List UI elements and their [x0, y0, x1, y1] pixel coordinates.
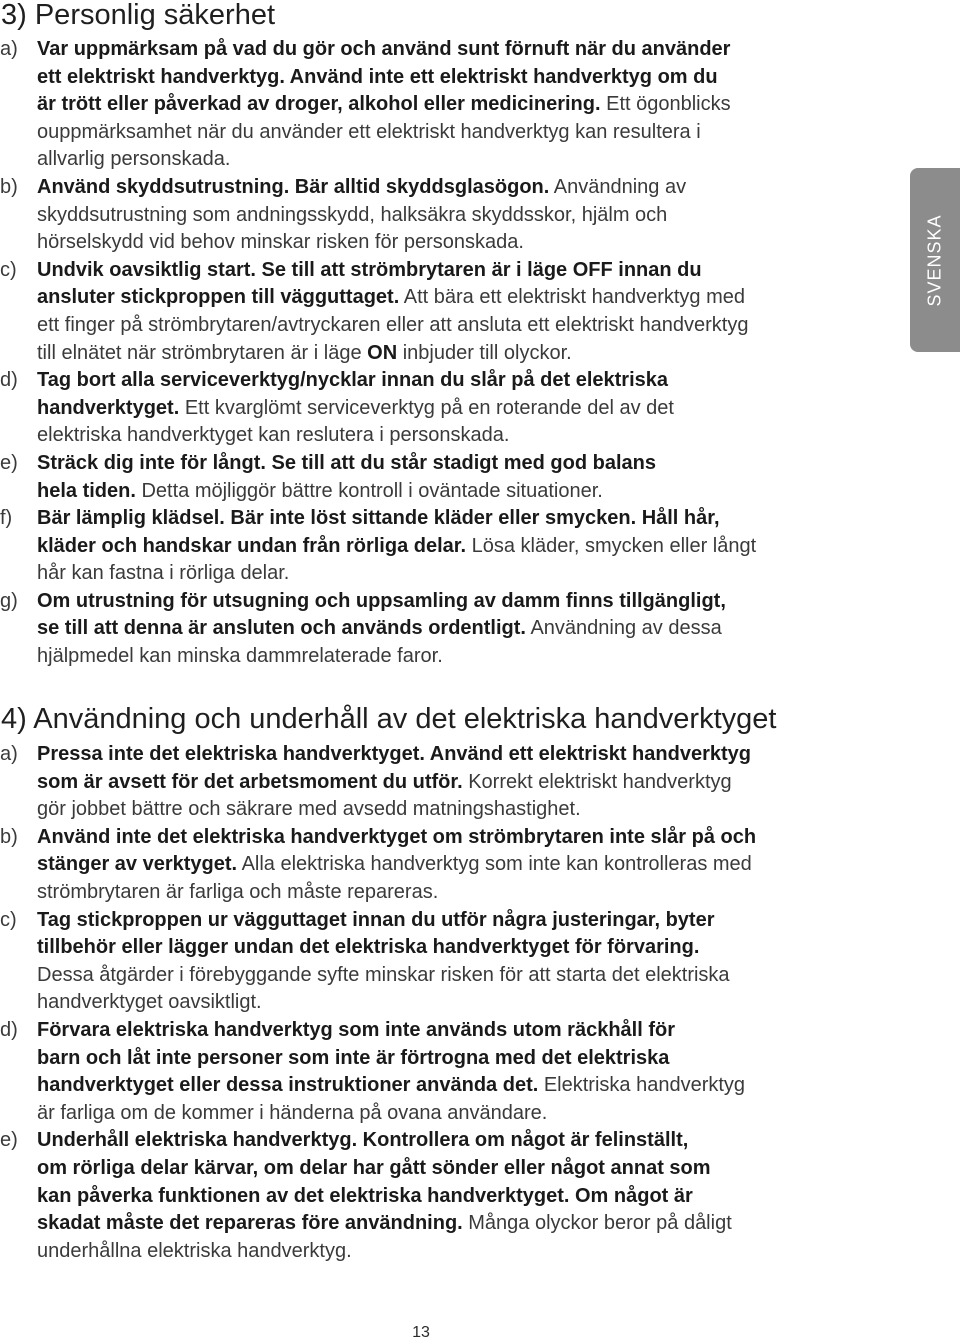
body-text: till elnätet när strömbrytaren är i läge: [37, 341, 368, 364]
bold-text: Undvik oavsiktlig start. Se till att strömbrytaren är i läge OFF innan du: [37, 258, 702, 281]
bold-text: kläder och handskar undan från rörliga delar.: [37, 534, 467, 557]
list-item-label: f): [0, 507, 13, 530]
body-text: allvarlig personskada.: [37, 148, 231, 171]
text-line: [37, 312, 748, 340]
text-line: [37, 907, 730, 935]
list-item-text: [37, 174, 686, 257]
list-item: [0, 505, 900, 588]
section-personal-safety: [0, 0, 900, 671]
bold-text: Underhåll elektriska handverktyg. Kontrollera om något är felinställt,: [37, 1129, 689, 1152]
list-item: [0, 1017, 900, 1127]
bold-text: som är avsett för det arbetsmoment du utför.: [37, 770, 463, 793]
list-item-label: c): [0, 908, 17, 931]
list-item-text: [37, 1017, 745, 1127]
bold-text: Sträck dig inte för långt. Se till att du står stadigt med god balans: [37, 451, 656, 474]
body-text: Elektriska handverktyg: [538, 1074, 746, 1097]
section-tool-use-and-care: [0, 700, 900, 1265]
body-text: Användning av dessa: [525, 617, 722, 640]
body-text: hörselskydd vid behov minskar risken för personskada.: [37, 231, 524, 254]
body-text: Detta möjliggör bättre kontroll i oväntade situationer.: [135, 479, 603, 502]
text-line: [37, 1127, 732, 1155]
language-tab: [910, 168, 960, 352]
body-text: ouppmärksamhet när du använder ett elektriskt handverktyg kan resultera i: [37, 120, 701, 143]
list-item-text: [37, 824, 756, 907]
text-line: [37, 422, 674, 450]
body-text: skyddsutrustning som andningsskydd, halksäkra skyddsskor, hjälm och: [37, 203, 668, 226]
bold-text: handverktyget eller dessa instruktioner använda det.: [37, 1074, 539, 1097]
text-line: [37, 340, 748, 368]
text-line: [37, 796, 751, 824]
list-item-text: [37, 588, 726, 671]
list-item: [0, 907, 900, 1017]
body-text: elektriska handverktyget kan reslutera i personskada.: [37, 424, 510, 447]
text-line: [37, 989, 730, 1017]
text-line: [37, 450, 656, 478]
body-text: hjälpmedel kan minska dammrelaterade faror.: [37, 645, 443, 668]
list-item: [0, 588, 900, 671]
bold-text: Använd skyddsutrustning. Bär alltid skyddsglasögon.: [37, 175, 550, 198]
text-line: [37, 146, 731, 174]
bold-text: Förvara elektriska handverktyg som inte används utom räckhåll för: [37, 1018, 676, 1041]
text-line: [37, 643, 726, 671]
body-text: inbjuder till olyckor.: [397, 341, 572, 364]
list-item-label: a): [0, 743, 18, 765]
list-item-text: [37, 257, 748, 367]
text-line: [37, 934, 730, 962]
text-line: [37, 588, 726, 616]
text-line: [37, 1045, 745, 1073]
text-line: [37, 1100, 745, 1128]
body-text: Lösa kläder, smycken eller långt: [466, 534, 757, 557]
list-item-text: [37, 450, 656, 505]
text-line: [37, 1072, 745, 1100]
text-line: [37, 202, 686, 230]
text-line: [37, 1183, 732, 1211]
list-item: [0, 367, 900, 450]
body-text: Alla elektriska handverktyg som inte kan kontrolleras med: [237, 853, 752, 876]
list-item-text: [37, 505, 756, 588]
body-text: ett finger på strömbrytaren/avtryckaren eller att ansluta ett elektriskt handverktyg: [37, 313, 749, 336]
bold-text: se till att denna är ansluten och används ordentligt.: [37, 617, 526, 640]
text-line: [37, 1155, 732, 1183]
bold-text: skadat måste det repareras före användning.: [37, 1212, 463, 1235]
section-heading: 3) Personlig säkerhet: [1, 0, 276, 31]
text-line: [37, 560, 756, 588]
bold-text: Använd inte det elektriska handverktyget om strömbrytaren inte slår på och: [37, 825, 757, 848]
list-item: [0, 824, 900, 907]
list-item-label: e): [0, 451, 18, 474]
bold-text: Tag stickproppen ur vägguttaget innan du utför några justeringar, byter: [37, 908, 715, 931]
list-item-label: b): [0, 825, 18, 848]
text-line: [37, 91, 731, 119]
section-heading: 4) Användning och underhåll av det elektriska handverktyget: [1, 703, 777, 735]
list-item-text: [37, 907, 730, 1017]
bold-text: Bär lämplig klädsel. Bär inte löst sittande kläder eller smycken. Håll hår,: [37, 507, 720, 530]
text-line: [37, 962, 730, 990]
text-line: [37, 36, 731, 64]
text-line: [37, 505, 756, 533]
body-text: handverktyget oavsiktligt.: [37, 991, 262, 1014]
list-item: [0, 174, 900, 257]
bold-text: barn och låt inte personer som inte är förtrogna med det elektriska: [37, 1046, 670, 1069]
list-item-text: [37, 367, 674, 450]
text-line: [37, 229, 686, 257]
list-item: [0, 257, 900, 367]
list-item-label: c): [0, 258, 17, 281]
bold-text: ansluter stickproppen till vägguttaget.: [37, 286, 400, 309]
list-item-label: d): [0, 1018, 18, 1041]
text-line: [37, 824, 756, 852]
body-text: Korrekt elektriskt handverktyg: [462, 770, 732, 793]
text-line: [37, 284, 748, 312]
bold-text: kan påverka funktionen av det elektriska handverktyget. Om något är: [37, 1184, 693, 1207]
list-item-label: b): [0, 175, 18, 198]
list-item: [0, 36, 900, 174]
list-item-text: [37, 36, 731, 174]
text-line: [37, 741, 751, 769]
text-line: [37, 1210, 732, 1238]
list-item-label: e): [0, 1129, 18, 1152]
list-item-text: [37, 1127, 732, 1265]
text-line: [37, 851, 756, 879]
text-line: [37, 478, 656, 506]
list-item-label: g): [0, 589, 18, 612]
text-line: [37, 769, 751, 797]
bold-text: om rörliga delar kärvar, om delar har gått sönder eller något annat som: [37, 1156, 711, 1179]
text-line: [37, 64, 731, 92]
body-text: underhållna elektriska handverktyg.: [37, 1239, 352, 1262]
list-item-label: d): [0, 369, 18, 392]
text-line: [37, 119, 731, 147]
text-line: [37, 1017, 745, 1045]
bold-text: Om utrustning för utsugning och uppsamling av damm finns tillgängligt,: [37, 589, 726, 612]
list-item: [0, 1127, 900, 1265]
bold-text: stänger av verktyget.: [37, 853, 238, 876]
list-item: [0, 450, 900, 505]
body-text: Dessa åtgärder i förebyggande syfte minskar risken för att starta det elektriska: [37, 963, 730, 986]
body-text: hår kan fastna i rörliga delar.: [37, 562, 290, 585]
body-text: Många olyckor beror på dåligt: [462, 1212, 732, 1235]
bold-text: ON: [367, 341, 398, 364]
text-line: [37, 615, 726, 643]
bold-text: ett elektriskt handverktyg. Använd inte ett elektriskt handverktyg om du: [37, 65, 718, 88]
text-line: [37, 533, 756, 561]
list-item: [0, 741, 900, 824]
bold-text: Pressa inte det elektriska handverktyget. Använd ett elektriskt handverktyg: [37, 743, 751, 765]
page-number: 13: [412, 1324, 430, 1341]
text-line: [37, 1238, 732, 1266]
text-line: [37, 174, 686, 202]
bold-text: Var uppmärksam på vad du gör och använd sunt förnuft när du använder: [37, 38, 731, 60]
text-line: [37, 367, 674, 395]
body-text: Ett kvarglömt serviceverktyg på en roterande del av det: [179, 396, 674, 419]
body-text: Ett ögonblicks: [600, 93, 731, 116]
bold-text: hela tiden.: [37, 479, 136, 502]
text-line: [37, 257, 748, 285]
bold-text: är trött eller påverkad av droger, alkohol eller medicinering.: [37, 93, 601, 116]
body-text: gör jobbet bättre och säkrare med avsedd matningshastighet.: [37, 798, 581, 821]
body-text: strömbrytaren är farliga och måste repareras.: [37, 880, 439, 903]
bold-text: tillbehör eller lägger undan det elektriska handverktyget för förvaring.: [37, 936, 700, 959]
text-line: [37, 395, 674, 423]
language-tab-label: SVENSKA: [924, 213, 945, 307]
bold-text: Tag bort alla serviceverktyg/nycklar innan du slår på det elektriska: [37, 369, 669, 392]
body-text: Användning av: [549, 175, 687, 198]
body-text: Att bära ett elektriskt handverktyg med: [399, 286, 746, 309]
body-text: är farliga om de kommer i händerna på ovana användare.: [37, 1101, 548, 1124]
text-line: [37, 879, 756, 907]
list-item-label: a): [0, 38, 18, 60]
bold-text: handverktyget.: [37, 396, 180, 419]
list-item-text: [37, 741, 751, 824]
